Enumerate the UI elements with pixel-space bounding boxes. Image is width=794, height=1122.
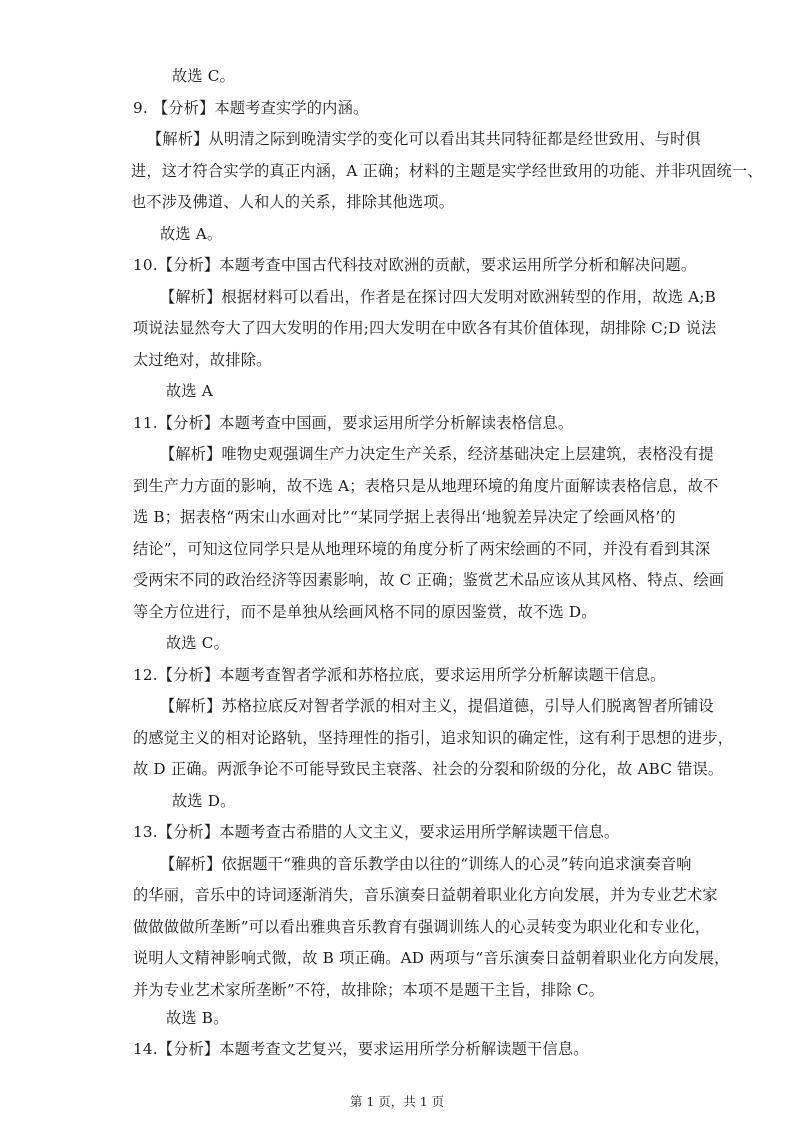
text-line: 并为专业艺术家所垄断”不符，故排除；本项不是题干主旨，排除 C。 xyxy=(133,981,605,999)
text-line: 的感觉主义的相对论路轨，坚持理性的指引，追求知识的确定性，这有利于思想的进步， xyxy=(133,729,734,747)
text-line: 受两宋不同的政治经济等因素影响，故 C 正确；鉴赏艺术品应该从其风格、特点、绘画 xyxy=(133,571,725,589)
text-line: 11.【分析】本题考查中国画，要求运用所学分析解读表格信息。 xyxy=(133,414,574,432)
text-line: 选 B；据表格“两宋山水画对比”“某同学据上表得出‘地貌差异决定了绘画风格’的 xyxy=(133,508,676,526)
text-line: 10.【分析】本题考查中国古代科技对欧洲的贡献，要求运用所学分析和解决问题。 xyxy=(133,256,697,274)
text-line: 说明人文精神影响式微，故 B 项正确。AD 两项与“音乐演奏日益朝着职业化方向发展， xyxy=(133,949,730,967)
text-line: 进，这才符合实学的真正内涵，A 正确；材料的主题是实学经世致用的功能、并非巩固统一、 xyxy=(131,162,763,180)
text-line: 项说法显然夸大了四大发明的作用;四大发明在中欧各有其价值体现，胡排除 C;D 说法 xyxy=(133,319,717,337)
text-line: 太过绝对，故排除。 xyxy=(133,351,272,369)
text-line: 【解析】苏格拉底反对智者学派的相对主义，提倡道德，引导人们脱离智者所铺设 xyxy=(160,697,714,715)
text-line: 【解析】唯物史观强调生产力决定生产关系，经济基础决定上层建筑，表格没有提 xyxy=(160,445,714,463)
text-line: 故选 B。 xyxy=(166,1009,229,1027)
text-line: 故选 C。 xyxy=(172,67,236,85)
text-line: 故选 A。 xyxy=(160,225,223,243)
text-line: 到生产力方面的影响，故不选 A；表格只是从地理环境的角度片面解读表格信息，故不 xyxy=(133,477,719,495)
text-line: 故选 C。 xyxy=(166,634,230,652)
text-line: 故选 D。 xyxy=(172,792,236,810)
text-line: 做做做做所垄断”可以看出雅典音乐教育有强调训练人的心灵转变为职业化和专业化， xyxy=(133,918,711,936)
text-line: 等全方位进行，而不是单独从绘画风格不同的原因鉴赏，故不选 D。 xyxy=(133,603,597,621)
text-line: 13.【分析】本题考查古希腊的人文主义，要求运用所学解读题干信息。 xyxy=(133,823,620,841)
text-line: 也不涉及佛道、人和人的关系，排除其他选项。 xyxy=(131,193,455,211)
text-line: 结论”，可知这位同学只是从地理环境的角度分析了两宋绘画的不同，并没有看到其深 xyxy=(133,540,711,558)
text-line: 的华丽，音乐中的诗词逐渐消失，音乐演奏日益朝着职业化方向发展，并为专业艺术家 xyxy=(133,886,718,904)
text-line: 故选 A xyxy=(166,382,213,400)
text-line: 【解析】根据材料可以看出，作者是在探讨四大发明对欧洲转型的作用，故选 A;B xyxy=(160,288,717,306)
text-line: 【解析】从明清之际到晚清实学的变化可以看出其共同特征都是经世致用、与时俱 xyxy=(147,130,701,148)
text-line: 【解析】依据题干“雅典的音乐教学由以往的“训练人的心灵”转向追求演奏音响 xyxy=(160,855,692,873)
text-line: 14.【分析】本题考查文艺复兴，要求运用所学分析解读题干信息。 xyxy=(133,1040,589,1058)
text-line: 9. 【分析】本题考查实学的内涵。 xyxy=(133,99,369,117)
text-line: 故 D 正确。两派争论不可能导致民主衰落、社会的分裂和阶级的分化，故 ABC 错误。 xyxy=(133,760,724,778)
page-footer: 第 1 页，共 1 页 xyxy=(349,1094,445,1109)
text-line: 12.【分析】本题考查智者学派和苏格拉底，要求运用所学分析解读题干信息。 xyxy=(133,666,666,684)
